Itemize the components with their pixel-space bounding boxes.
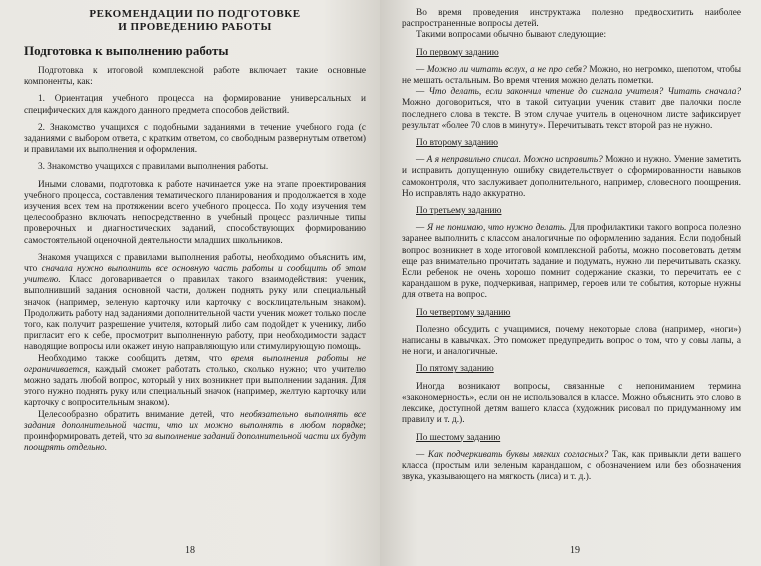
text: ; проинформировать детей, что	[24, 420, 366, 443]
answer-6	[402, 450, 741, 484]
heading-line-1: РЕКОМЕНДАЦИИ ПО ПОДГОТОВКЕ	[89, 8, 301, 20]
question: — Как подчеркивать буквы мягких согласных?	[416, 449, 609, 460]
answer-4: Полезно обсудить с учащимися, почему некоторые слова (например, «ноги») написаны в кавычках. Это поможет предупредить вопрос о том, что у совы лапы, а не ноги, и аналогичные.	[402, 324, 741, 358]
right-page	[380, 0, 761, 566]
answer-3	[402, 223, 741, 301]
text: Необходимо также сообщить детям, что	[38, 353, 231, 364]
page-number: 19	[570, 545, 580, 556]
emphasis: за выполнение заданий дополнительной части их будут поощрять отдельно.	[24, 432, 366, 454]
paragraph-time	[24, 354, 366, 410]
text: Так, как привыкли дети вашего класса (простым или зеленым карандашом, с обозначением или без обозначения звука, указывающего на мягкость (лиса) и т. д.).	[402, 449, 741, 483]
answer-1b	[402, 87, 741, 132]
question: — А я неправильно списал. Можно исправить?	[416, 155, 603, 166]
subheading: Подготовка к выполнению работы	[24, 43, 229, 58]
emphasis: сначала нужно выполнить все основную часть работы и сообщить об этом учителю.	[24, 264, 366, 286]
answer-5: Иногда возникают вопросы, связанные с непониманием термина «закономерность», если он не использовался в классе. Можно объяснить это слово в лексике, доступной детям вашего класса (художник рисовал по придуманному им правилу и т. д.).	[402, 381, 741, 426]
question: — Можно ли читать вслух, а не про себя?	[416, 64, 587, 75]
task-title-4: По четвертому заданию	[416, 307, 511, 318]
heading-line-2: И ПРОВЕДЕНИЮ РАБОТЫ	[118, 20, 272, 33]
text: , каждый сможет работать столько, сколько нужно; что учителю можно задать любой вопрос, который у них возникнет при выполнении задания. Для этого нужно поднять руку или специальный значок (например, желтую карточку или карточку с вопросительным знаком).	[24, 364, 366, 409]
text: Знакомя учащихся с правилами выполнения работы, необходимо объяснить им, что	[24, 252, 366, 275]
paragraph-extra	[24, 410, 366, 455]
left-page	[0, 0, 380, 566]
text: Для профилактики такого вопроса полезно заранее выполнить с классом аналогичные по оформлению задания. Если подобный вопрос возникнет в ходе итоговой комплексной работы, можно посоветовать детям еще раз внимательно прочитать задание и подумать, нужно ли перечитывать сказку. Если ребенок не очень хорошо помнит содержание сказки, то перечитать ее с карандашом в руке, подчеркивая, например, героев или те события, которые нужны для ответа на вопрос.	[402, 223, 742, 301]
answer-2	[402, 155, 741, 200]
paragraph-rules	[24, 253, 366, 354]
page-number: 18	[185, 545, 195, 556]
question: — Я не понимаю, что нужно делать.	[416, 223, 567, 234]
text: Можно, но негромко, шепотом, чтобы не мешать остальным. Во время чтения можно делать пометки.	[402, 64, 741, 87]
task-title-5: По пятому заданию	[416, 364, 494, 375]
list-item-3: 3. Знакомство учащихся с правилами выполнения работы.	[38, 162, 269, 173]
paragraph-instruction: Во время проведения инструктажа полезно предвосхитить наиболее распространенные вопросы детей.	[402, 8, 741, 30]
paragraph-planning: Иными словами, подготовка к работе начинается уже на этапе проектирования учебного процесса, составления тематического планирования и продолжается в ходе изучения всех тем на протяжении всего учебного процесса. По ходу изучения тем целесообразно включать непосредственно в учебный процесс различные типы проверочных и диагностических заданий, способствующих формированию самостоятельной оценочной деятельности младших школьников.	[24, 179, 366, 246]
section-heading	[24, 8, 366, 33]
question: — Что делать, если закончил чтение до сигнала учителя? Читать сначала?	[416, 87, 741, 98]
task-title-3: По третьему заданию	[416, 206, 502, 217]
paragraph-intro: Подготовка к итоговой комплексной работе включает такие основные компоненты, как:	[24, 66, 366, 88]
emphasis: необязательно выполнять все задания дополнительной части, что их можно выполнять в любом порядке	[24, 409, 366, 431]
text: Целесообразно обратить внимание детей, что	[38, 409, 240, 420]
list-item-1: 1. Ориентация учебного процесса на формирование универсальных и специфических для каждого данного предмета способов действий.	[24, 94, 366, 116]
paragraph-questions-intro: Такими вопросами обычно бывают следующие:	[416, 30, 607, 41]
task-title-6: По шестому заданию	[416, 432, 501, 443]
list-item-2: 2. Знакомство учащихся с подобными заданиями в течение учебного года (с заданиями с выбором ответа, с кратким ответом, со свободным развернутым ответом) и правилами их выполнения и оформления.	[24, 122, 366, 156]
task-title-1: По первому заданию	[416, 47, 499, 58]
text: Можно и нужно. Умение заметить и исправить допущенную ошибку свидетельствует о сформированности навыков самоконтроля, что заслуживает дополнительного, например, словесного поощрения. Но исправлять надо аккуратно.	[402, 155, 742, 199]
task-title-2: По второму заданию	[416, 138, 498, 149]
emphasis: время выполнения работы не ограничивается	[24, 353, 367, 375]
text: Класс договаривается о правилах такого взаимодействия: ученик, выполнивший задания основной части, должен поднять руку или специальный значок (например, зеленую карточку или карточку с восклицательным знаком). Продолжить работу над заданиями дополнительной части ученик может только после того, как получит разрешение учителя, который либо сам подойдет к ученику, либо пригласит его к себе, просмотрит выполненную работу, при необходимости задаст наводящие вопросы или окажет иную направляющую или стимулирующую помощь.	[24, 275, 366, 353]
answer-1a	[402, 65, 741, 87]
text: Можно договориться, что в такой ситуации ученик ставит две палочки после последнего слова в тексте. В этом случае учитель в оценочном листе зафиксирует результат «более 70 слов в минуту». Перечитывать текст второй раз не нужно.	[402, 98, 741, 131]
